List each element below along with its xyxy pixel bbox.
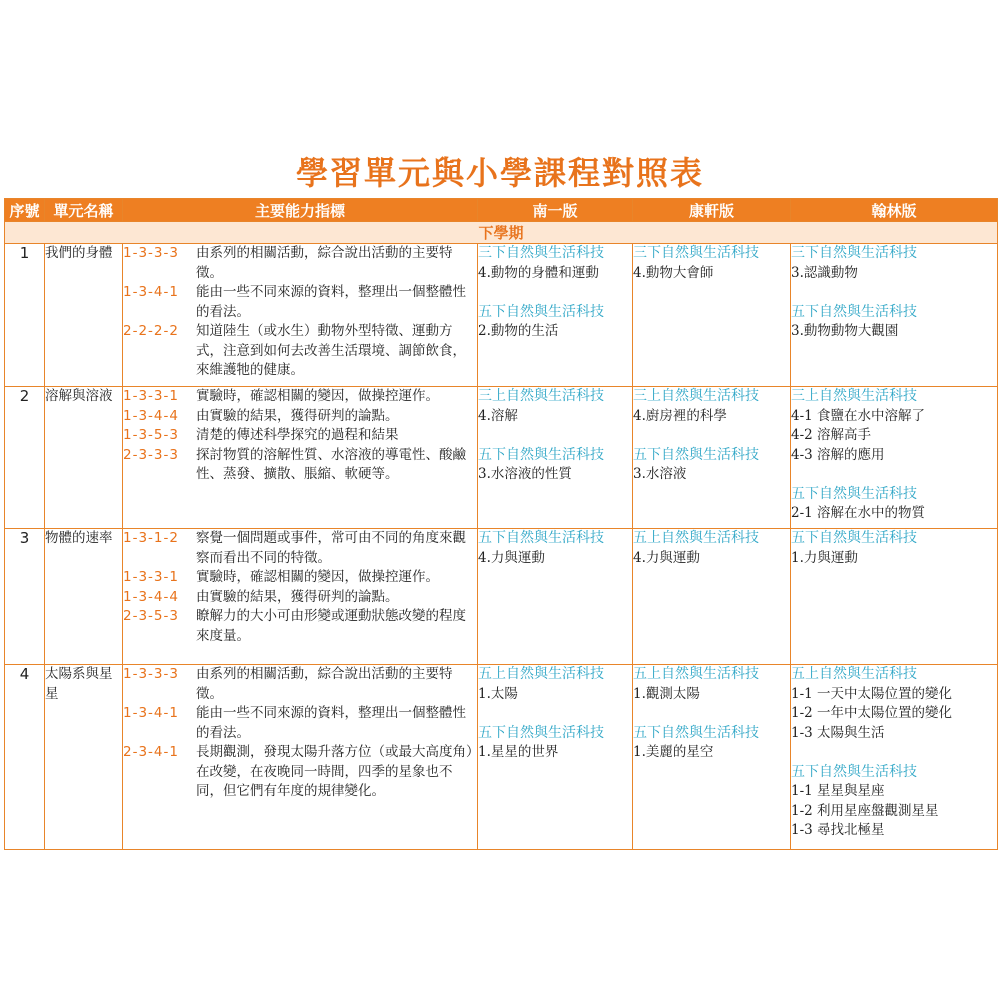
grade-title: 五下自然與生活科技: [633, 724, 759, 741]
lesson-item: 1.力與運動: [791, 549, 858, 566]
ability-code: 2-3-4-1: [123, 744, 179, 760]
lesson-item: 3.水溶液的性質: [478, 466, 572, 482]
lesson-item: 4.溶解: [478, 407, 518, 424]
grade-title: 五下自然與生活科技: [791, 530, 917, 546]
header-row: [5, 199, 998, 222]
ability-code: 2-3-3-3: [123, 446, 179, 463]
unit-name: 太陽系與星星: [45, 665, 123, 850]
textbook-group: [791, 665, 997, 743]
textbook-group: [633, 724, 790, 763]
lesson-item: 1-2 利用星座盤觀測星星: [791, 802, 939, 819]
textbook-group: [791, 244, 997, 283]
ability-description: 能由一些不同來源的資料，整理出一個整體性的看法。: [196, 705, 466, 741]
ability-code: 1-3-3-1: [123, 388, 179, 404]
textbook-group: [633, 387, 790, 426]
textbook-cell-nani: [478, 244, 633, 387]
table-row: [5, 529, 998, 665]
ability-description: 由實驗的結果，獲得研判的論點。: [196, 588, 399, 605]
textbook-group: [791, 529, 997, 568]
textbook-group: [478, 244, 632, 283]
grade-title: 三上自然與生活科技: [478, 388, 604, 404]
grade-title: 五上自然與生活科技: [633, 530, 759, 546]
ability-indicator: [123, 607, 477, 646]
ability-description: 由系列的相關活動，綜合說出活動的主要特徵。: [196, 245, 453, 281]
ability-code: 1-3-3-3: [123, 245, 179, 261]
row-number: 1: [5, 244, 45, 387]
lesson-item: 1.太陽: [478, 685, 518, 702]
ability-indicator: [123, 588, 477, 608]
textbook-cell-kangxuan: [633, 665, 791, 850]
lesson-item: 2-1 溶解在水中的物質: [791, 505, 926, 521]
ability-indicator: [123, 387, 477, 407]
table-row: [5, 665, 998, 850]
textbook-cell-nani: [478, 665, 633, 850]
lesson-item: 1.觀測太陽: [633, 685, 700, 702]
ability-indicator: [123, 529, 477, 568]
lesson-item: 4.動物大會師: [633, 264, 714, 281]
ability-code: 2-3-5-3: [123, 608, 179, 624]
ability-indicator: [123, 665, 477, 704]
ability-description: 由系列的相關活動，綜合說出活動的主要特徵。: [196, 666, 453, 702]
textbook-cell-hanlin: [791, 529, 998, 665]
textbook-group: [633, 665, 790, 704]
ability-description: 清楚的傳述科學探究的過程和結果: [196, 427, 399, 443]
row-number: 2: [5, 387, 45, 529]
unit-name: 我們的身體: [45, 244, 123, 387]
textbook-group: [478, 665, 632, 704]
ability-indicator: [123, 244, 477, 283]
table-row: [5, 387, 998, 529]
grade-title: 五下自然與生活科技: [478, 446, 604, 463]
grade-title: 三上自然與生活科技: [633, 388, 759, 404]
lesson-item: 4.廚房裡的科學: [633, 407, 727, 424]
grade-title: 五下自然與生活科技: [478, 303, 604, 320]
ability-cell: [123, 529, 478, 665]
ability-indicator: [123, 322, 477, 381]
ability-code: 1-3-3-1: [123, 569, 179, 585]
lesson-item: 4-3 溶解的應用: [791, 446, 885, 463]
textbook-group: [633, 529, 790, 568]
header-ability: 主要能力指標: [123, 199, 478, 222]
lesson-item: 1-1 星星與星座: [791, 783, 885, 799]
lesson-item: 1-1 一天中太陽位置的變化: [791, 685, 953, 702]
lesson-item: 1-2 一年中太陽位置的變化: [791, 705, 953, 721]
lesson-item: 3.水溶液: [633, 466, 687, 482]
textbook-cell-nani: [478, 529, 633, 665]
ability-code: 1-3-1-2: [123, 530, 179, 546]
ability-indicator: [123, 446, 477, 485]
table-row: [5, 244, 998, 387]
grade-title: 五下自然與生活科技: [478, 530, 604, 546]
ability-code: 1-3-4-1: [123, 705, 179, 721]
grade-title: 五下自然與生活科技: [478, 724, 604, 741]
header-kangxuan: 康軒版: [633, 199, 791, 222]
ability-description: 瞭解力的大小可由形變或運動狀態改變的程度來度量。: [196, 608, 466, 644]
ability-cell: [123, 244, 478, 387]
textbook-cell-kangxuan: [633, 387, 791, 529]
ability-indicator: [123, 407, 477, 427]
grade-title: 三下自然與生活科技: [633, 245, 759, 261]
ability-code: 1-3-5-3: [123, 427, 179, 443]
textbook-group: [633, 446, 790, 485]
ability-indicator: [123, 743, 477, 802]
textbook-group: [478, 529, 632, 568]
ability-code: 1-3-3-3: [123, 666, 179, 682]
ability-indicator: [123, 283, 477, 322]
row-number: 3: [5, 529, 45, 665]
lesson-item: 1-3 太陽與生活: [791, 724, 885, 741]
grade-title: 五上自然與生活科技: [478, 666, 604, 682]
textbook-group: [791, 485, 997, 524]
ability-description: 長期觀測，發現太陽升落方位（或最大高度角）在改變，在夜晚同一時間，四季的星象也不同，但它們有年度的規律變化。: [196, 744, 473, 799]
grade-title: 五下自然與生活科技: [633, 446, 759, 463]
header-no: 序號: [5, 199, 45, 222]
textbook-cell-kangxuan: [633, 529, 791, 665]
lesson-item: 1-3 尋找北極星: [791, 822, 885, 838]
textbook-group: [791, 303, 997, 342]
grade-title: 三下自然與生活科技: [791, 245, 917, 261]
lesson-item: 1.星星的世界: [478, 744, 559, 760]
unit-name: 物體的速率: [45, 529, 123, 665]
textbook-cell-hanlin: [791, 665, 998, 850]
ability-description: 實驗時，確認相關的變因，做操控運作。: [196, 388, 439, 404]
ability-description: 察覺一個問題或事件，常可由不同的角度來觀察而看出不同的特徵。: [196, 530, 466, 566]
lesson-item: 3.動物動物大觀園: [791, 323, 899, 339]
ability-description: 知道陸生（或水生）動物外型特徵、運動方式，注意到如何去改善生活環境、調節飲食，來維護牠的健康。: [196, 323, 466, 378]
textbook-group: [791, 387, 997, 465]
textbook-cell-nani: [478, 387, 633, 529]
grade-title: 五下自然與生活科技: [791, 303, 917, 320]
curriculum-table: [4, 198, 998, 850]
grade-title: 五下自然與生活科技: [791, 485, 917, 502]
ability-code: 2-2-2-2: [123, 323, 179, 339]
textbook-group: [633, 244, 790, 283]
lesson-item: 4.動物的身體和運動: [478, 264, 599, 281]
textbook-group: [478, 387, 632, 426]
textbook-group: [478, 446, 632, 485]
header-unit: 單元名稱: [45, 199, 123, 222]
lesson-item: 3.認識動物: [791, 264, 858, 281]
ability-code: 1-3-4-1: [123, 284, 179, 300]
grade-title: 三下自然與生活科技: [478, 245, 604, 261]
lesson-item: 4-2 溶解高手: [791, 427, 872, 443]
textbook-group: [791, 763, 997, 841]
ability-description: 實驗時，確認相關的變因，做操控運作。: [196, 569, 439, 585]
page-title: 學習單元與小學課程對照表: [295, 154, 704, 192]
header-nani: 南一版: [478, 199, 633, 222]
ability-cell: [123, 387, 478, 529]
lesson-item: 4-1 食鹽在水中溶解了: [791, 407, 926, 424]
lesson-item: 2.動物的生活: [478, 323, 559, 339]
header-hanlin: 翰林版: [791, 199, 998, 222]
lesson-item: 4.力與運動: [633, 549, 700, 566]
textbook-cell-hanlin: [791, 244, 998, 387]
row-number: 4: [5, 665, 45, 850]
grade-title: 三上自然與生活科技: [791, 388, 917, 404]
ability-indicator: [123, 568, 477, 588]
ability-description: 由實驗的結果，獲得研判的論點。: [196, 407, 399, 424]
term-label: 下學期: [5, 222, 998, 244]
textbook-group: [478, 724, 632, 763]
ability-indicator: [123, 704, 477, 743]
grade-title: 五下自然與生活科技: [791, 763, 917, 780]
unit-name: 溶解與溶液: [45, 387, 123, 529]
textbook-group: [478, 303, 632, 342]
ability-cell: [123, 665, 478, 850]
grade-title: 五上自然與生活科技: [791, 666, 917, 682]
ability-description: 能由一些不同來源的資料，整理出一個整體性的看法。: [196, 284, 466, 320]
textbook-cell-kangxuan: [633, 244, 791, 387]
grade-title: 五上自然與生活科技: [633, 666, 759, 682]
ability-code: 1-3-4-4: [123, 588, 179, 605]
ability-code: 1-3-4-4: [123, 407, 179, 424]
ability-description: 探討物質的溶解性質、水溶液的導電性、酸鹼性、蒸發、擴散、脹縮、軟硬等。: [196, 446, 466, 482]
lesson-item: 1.美麗的星空: [633, 744, 714, 760]
lesson-item: 4.力與運動: [478, 549, 545, 566]
ability-indicator: [123, 426, 477, 446]
textbook-cell-hanlin: [791, 387, 998, 529]
